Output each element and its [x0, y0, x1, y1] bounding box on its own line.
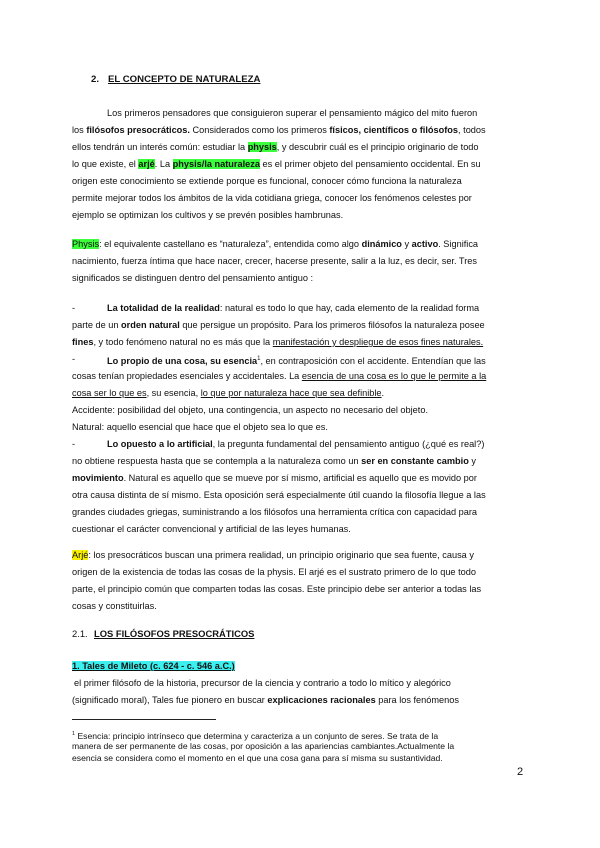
item-c-line-4: otra causa distinta de sí mismo. Esta oposición será especialmente útil cuando la filosofía llegue a las	[72, 490, 486, 500]
item-c-line-3: movimiento. Natural es aquello que se mueve por sí mismo, artificial es aquello que es movido por	[72, 473, 477, 483]
arje-line-2: origen de la existencia de todas las cosas de la physis. El arjé es el sustrato primero de lo que todo	[72, 567, 476, 577]
item-b-line-2: cosas tenían propiedades esenciales y accidentales. La esencia de una cosa es lo que le permite a la	[72, 371, 487, 381]
subsection-number: 2.1.	[72, 628, 88, 639]
intro-line-2: los filósofos presocráticos. Considerados como los primeros físicos, científicos o filósofos, todos	[72, 125, 486, 135]
physis-highlight: physis	[247, 142, 277, 152]
physis-term: Physis	[72, 239, 100, 249]
footnote-line-3: esencia se considera como el momento en el que una cosa gana para sí misma su sustantividad.	[72, 753, 443, 763]
tales-heading: 1. Tales de Mileto (c. 624 - c. 546 a.C.)	[72, 661, 235, 671]
item-a-line-3: fines, y todo fenómeno natural no es más que la manifestación y despliegue de esos fines naturales.	[72, 337, 484, 347]
natural-definition: Natural: aquello esencial que hace que el objeto sea lo que es.	[72, 422, 328, 432]
intro-line-6: permite mejorar todos los ámbitos de la vida cotidiana griega, conocer los fenómenos celestes por	[72, 193, 472, 203]
arje-line-4: cosas y constituirlas.	[72, 601, 157, 611]
section-number: 2.	[91, 74, 100, 85]
intro-line-3: ellos tendrán un interés común: estudiar la physis, y descubrir cuál es el principio originario de todo	[72, 142, 479, 152]
item-a-line-2: parte de un orden natural que persigue un propósito. Para los primeros filósofos la naturaleza posee	[72, 320, 485, 330]
physis-line-2: nacimiento, fuerza íntima que hace nacer, crecer, hacerse presente, salir a la luz, es decir, ser. Tres	[72, 256, 477, 266]
page-number: 2	[517, 766, 524, 778]
intro-line-1: Los primeros pensadores que consiguieron superar el pensamiento mágico del mito fueron	[107, 108, 478, 118]
list-dash: -	[72, 439, 76, 449]
footnote-separator	[72, 719, 216, 720]
arje-line-1: Arjé: los presocráticos buscan una primera realidad, un principio originario que sea fuente, causa y	[72, 550, 474, 560]
intro-line-7: ejemplo se optimizan los cultivos y se prevén posibles hambrunas.	[72, 210, 344, 220]
list-dash: -	[72, 303, 76, 313]
arje-term: Arjé	[72, 550, 89, 560]
item-c-line-6: cuestionar el carácter convencional y artificial de las leyes humanas.	[72, 524, 351, 534]
footnote-line-2: manera de ser permanente de las cosas, por oposición a las apariencias cambiantes.Actualmente la	[72, 741, 455, 751]
subsection-title: LOS FILÓSOFOS PRESOCRÁTICOS	[94, 628, 255, 639]
item-a-line-1: La totalidad de la realidad: natural es todo lo que hay, cada elemento de la realidad forma	[107, 303, 480, 313]
arje-line-3: parte, el principio común que comparten todas las cosas. Este principio debe ser anterior a todas las	[72, 584, 482, 594]
item-b-line-1: Lo propio de una cosa, su esencia$^1$, en contraposición con el accidente. Entendían que las	[107, 356, 486, 367]
item-c-line-2: no obtiene respuesta hasta que se contempla a la naturaleza como un ser en constante cambio y	[72, 456, 476, 466]
footnote-line-1: $^1$ Esencia: principio intrínseco que determina y caracteriza a un conjunto de seres. Se trata de la	[72, 730, 439, 741]
physis-line-3: significados se distinguen dentro del pensamiento antiguo :	[72, 273, 314, 283]
list-dash: -	[72, 354, 76, 364]
tales-line-2: (significado moral), Tales fue pionero en buscar explicaciones racionales para los fenómenos	[72, 695, 459, 705]
item-b-line-3: cosa ser lo que es, su esencia, lo que por naturaleza hace que sea definible.	[72, 388, 385, 398]
intro-line-5: origen este conocimiento se extiende porque es funcional, conocer cómo funciona la naturaleza	[72, 176, 462, 186]
tales-line-1: el primer filósofo de la historia, precursor de la ciencia y contrario a todo lo mítico y alegórico	[74, 678, 451, 688]
section-title: EL CONCEPTO DE NATURALEZA	[108, 74, 261, 85]
physis-line-1: Physis: el equivalente castellano es “naturaleza”, entendida como algo dinámico y activo. Significa	[72, 239, 479, 249]
intro-line-4: lo que existe, el arjé. La physis/la naturaleza es el primer objeto del pensamiento occidental. En su	[72, 159, 481, 169]
item-c-line-5: grandes ciudades griegas, suministrando a los filósofos una herramienta crítica con capacidad para	[72, 507, 477, 517]
item-c-line-1: Lo opuesto a lo artificial, la pregunta fundamental del pensamiento antiguo (¿qué es real?)	[107, 439, 485, 449]
footnote-ref: 1	[257, 356, 261, 362]
arje-highlight: arjé	[138, 159, 155, 169]
accident-definition: Accidente: posibilidad del objeto, una contingencia, un aspecto no necesario del objeto.	[72, 405, 429, 415]
physis-naturaleza-highlight: physis/la naturaleza	[172, 159, 260, 169]
